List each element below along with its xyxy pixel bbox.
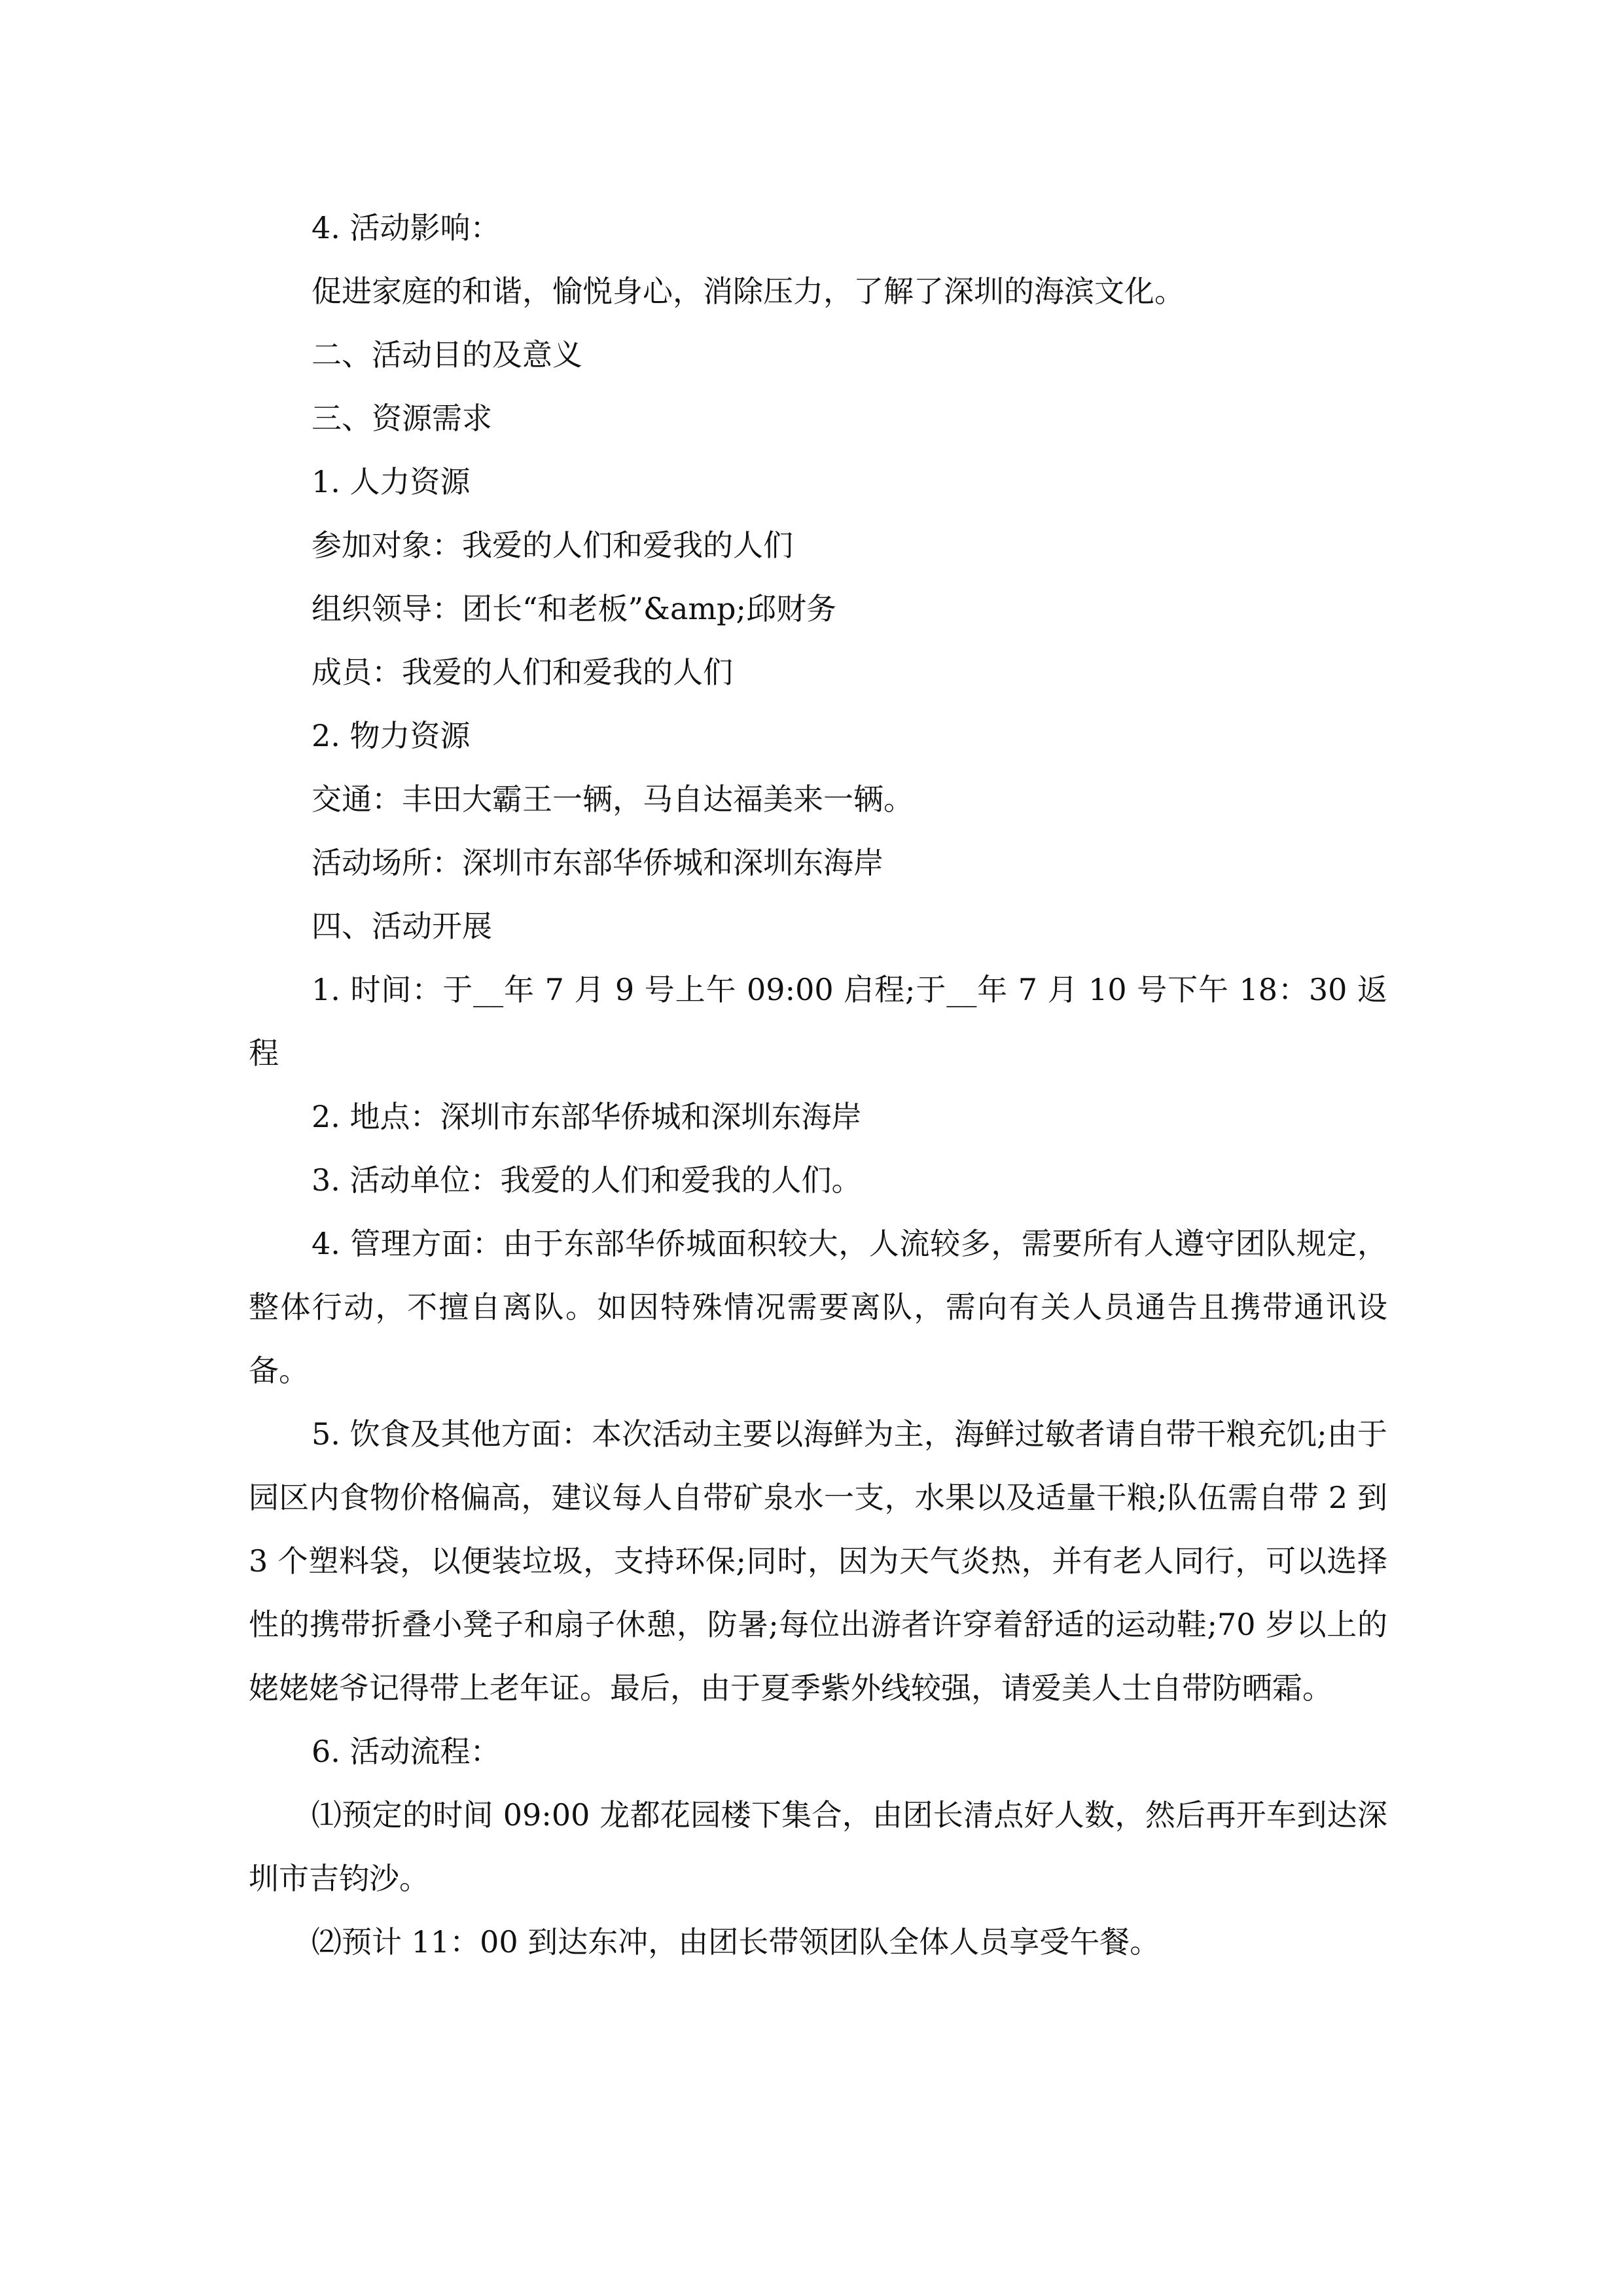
paragraph-time: 1. 时间：于__年 7 月 9 号上午 09:00 启程;于__年 7 月 10 号下午 18：30 返程: [249, 972, 1388, 1071]
document-page: [249, 196, 1387, 1974]
paragraph-impact-heading: 4. 活动影响：: [312, 210, 501, 245]
paragraph-process-step-1: ⑴预定的时间 09:00 龙都花园楼下集合，由团长清点好人数，然后再开车到达深圳市吉钧沙。: [249, 1797, 1387, 1896]
subheading-material-resources: 2. 物力资源: [312, 718, 471, 753]
paragraph-management: 4. 管理方面：由于东部华侨城面积较大，人流较多，需要所有人遵守团队规定，整体行动，不擅自离队。如因特殊情况需要离队，需向有关人员通告且携带通讯设备。: [249, 1226, 1387, 1388]
section-heading-goals: 二、活动目的及意义: [312, 337, 582, 372]
paragraph-impact-text: 促进家庭的和谐，愉悦身心，消除压力，了解了深圳的海滨文化。: [312, 274, 1185, 309]
paragraph-location: 2. 地点：深圳市东部华侨城和深圳东海岸: [312, 1099, 862, 1134]
subheading-human-resources: 1. 人力资源: [312, 464, 471, 499]
paragraph-transport: 交通：丰田大霸王一辆，马自达福美来一辆。: [312, 781, 914, 817]
paragraph-process-heading: 6. 活动流程：: [312, 1734, 501, 1769]
paragraph-leaders: 组织领导：团长“和老板”&amp;邱财务: [312, 591, 836, 626]
section-heading-activities: 四、活动开展: [312, 908, 492, 944]
paragraph-venue: 活动场所：深圳市东部华侨城和深圳东海岸: [312, 845, 883, 880]
paragraph-unit: 3. 活动单位：我爱的人们和爱我的人们。: [312, 1162, 862, 1198]
paragraph-process-step-2: ⑵预计 11：00 到达东冲，由团长带领团队全体人员享受午餐。: [312, 1924, 1160, 1960]
section-heading-resources: 三、资源需求: [312, 401, 492, 436]
paragraph-participants: 参加对象：我爱的人们和爱我的人们: [312, 528, 793, 563]
paragraph-members: 成员：我爱的人们和爱我的人们: [312, 655, 733, 690]
paragraph-food: 5. 饮食及其他方面：本次活动主要以海鲜为主，海鲜过敏者请自带干粮充饥;由于园区内食物价格偏高，建议每人自带矿泉水一支，水果以及适量干粮;队伍需自带 2 到 3 个塑料袋，以便装垃圾，支持环保;同时，因为天气炎热，并有老人同行，可以选择性的携带折叠小凳子和扇子休憩，防暑;每位出游者许穿着舒适的运动鞋;70 岁以上的姥姥姥爷记得带上老年证。最后，由于夏季紫外线较强，请爱美人士自带防晒霜。: [249, 1416, 1387, 1706]
